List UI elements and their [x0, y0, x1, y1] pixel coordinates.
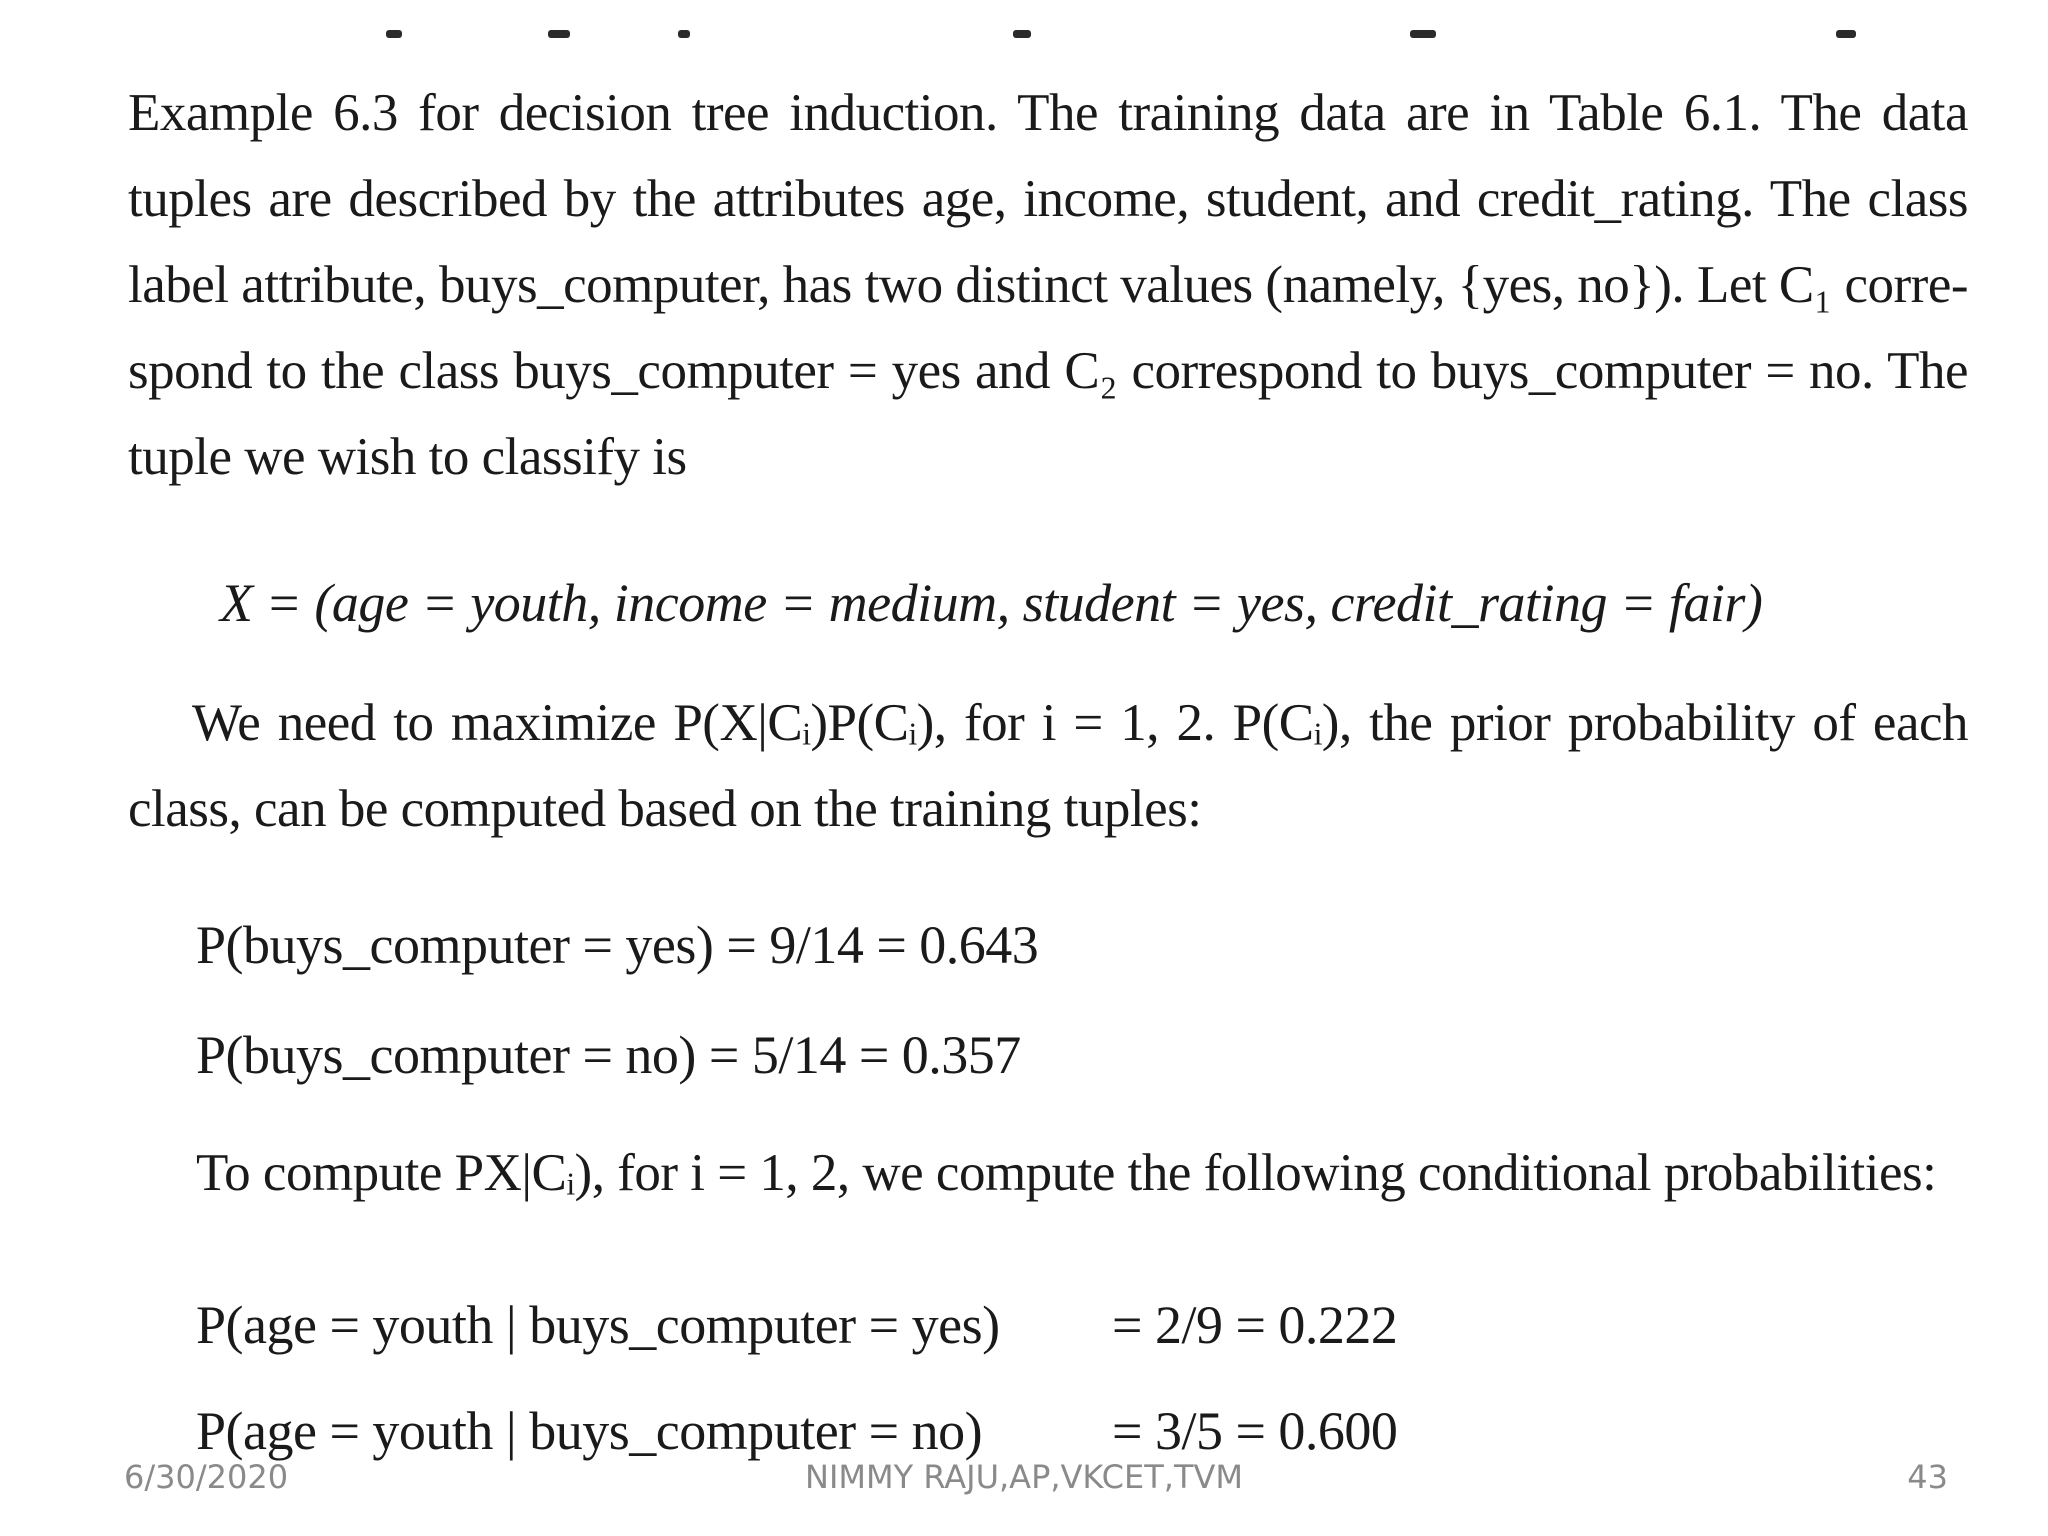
footer-date: 6/30/2020 — [124, 1458, 289, 1496]
paragraph-line: We need to maximize P(X|Cᵢ)P(Cᵢ), for i = 1, 2. P(Cᵢ), the prior probability of each — [192, 694, 1968, 752]
conditional-yes-rhs: = 2/9 = 0.222 — [1112, 1295, 1398, 1355]
paragraph-line: spond to the class buys_computer = yes and C₂ correspond to buys_computer = no. The — [128, 342, 1968, 400]
prior-yes-formula: P(buys_computer = yes) = 9/14 = 0.643 — [196, 915, 1039, 975]
paragraph-line: label attribute, buys_computer, has two distinct values (namely, {yes, no}). Let C₁ corre- — [128, 256, 1968, 314]
paragraph-conditional-intro — [196, 1130, 1968, 1216]
paragraph-maximize — [128, 680, 1968, 852]
paragraph-line: Example 6.3 for decision tree induction. The training data are in Table 6.1. The data — [128, 84, 1968, 142]
tuple-formula: X = (age = youth, income = medium, student = yes, credit_rating = fair) — [220, 573, 1763, 633]
conditional-no-lhs: P(age = youth | buys_computer = no) — [196, 1401, 983, 1461]
paragraph-line: class, can be computed based on the training tuples: — [128, 780, 1202, 838]
paragraph-line: tuples are described by the attributes age, income, student, and credit_rating. The class — [128, 170, 1968, 228]
prior-no-formula: P(buys_computer = no) = 5/14 = 0.357 — [196, 1025, 1021, 1085]
conditional-yes-lhs: P(age = youth | buys_computer = yes) — [196, 1295, 1000, 1355]
paragraph-example-intro — [128, 70, 1968, 500]
footer-author: NIMMY RAJU,AP,VKCET,TVM — [805, 1458, 1243, 1496]
paragraph-line: To compute PX|Cᵢ), for i = 1, 2, we compute the following conditional probabilities: — [196, 1144, 1937, 1202]
paragraph-line: tuple we wish to classify is — [128, 428, 687, 486]
conditional-no-rhs: = 3/5 = 0.600 — [1112, 1401, 1398, 1461]
page-number: 43 — [1907, 1458, 1948, 1496]
cropped-text-edge — [118, 18, 1978, 48]
